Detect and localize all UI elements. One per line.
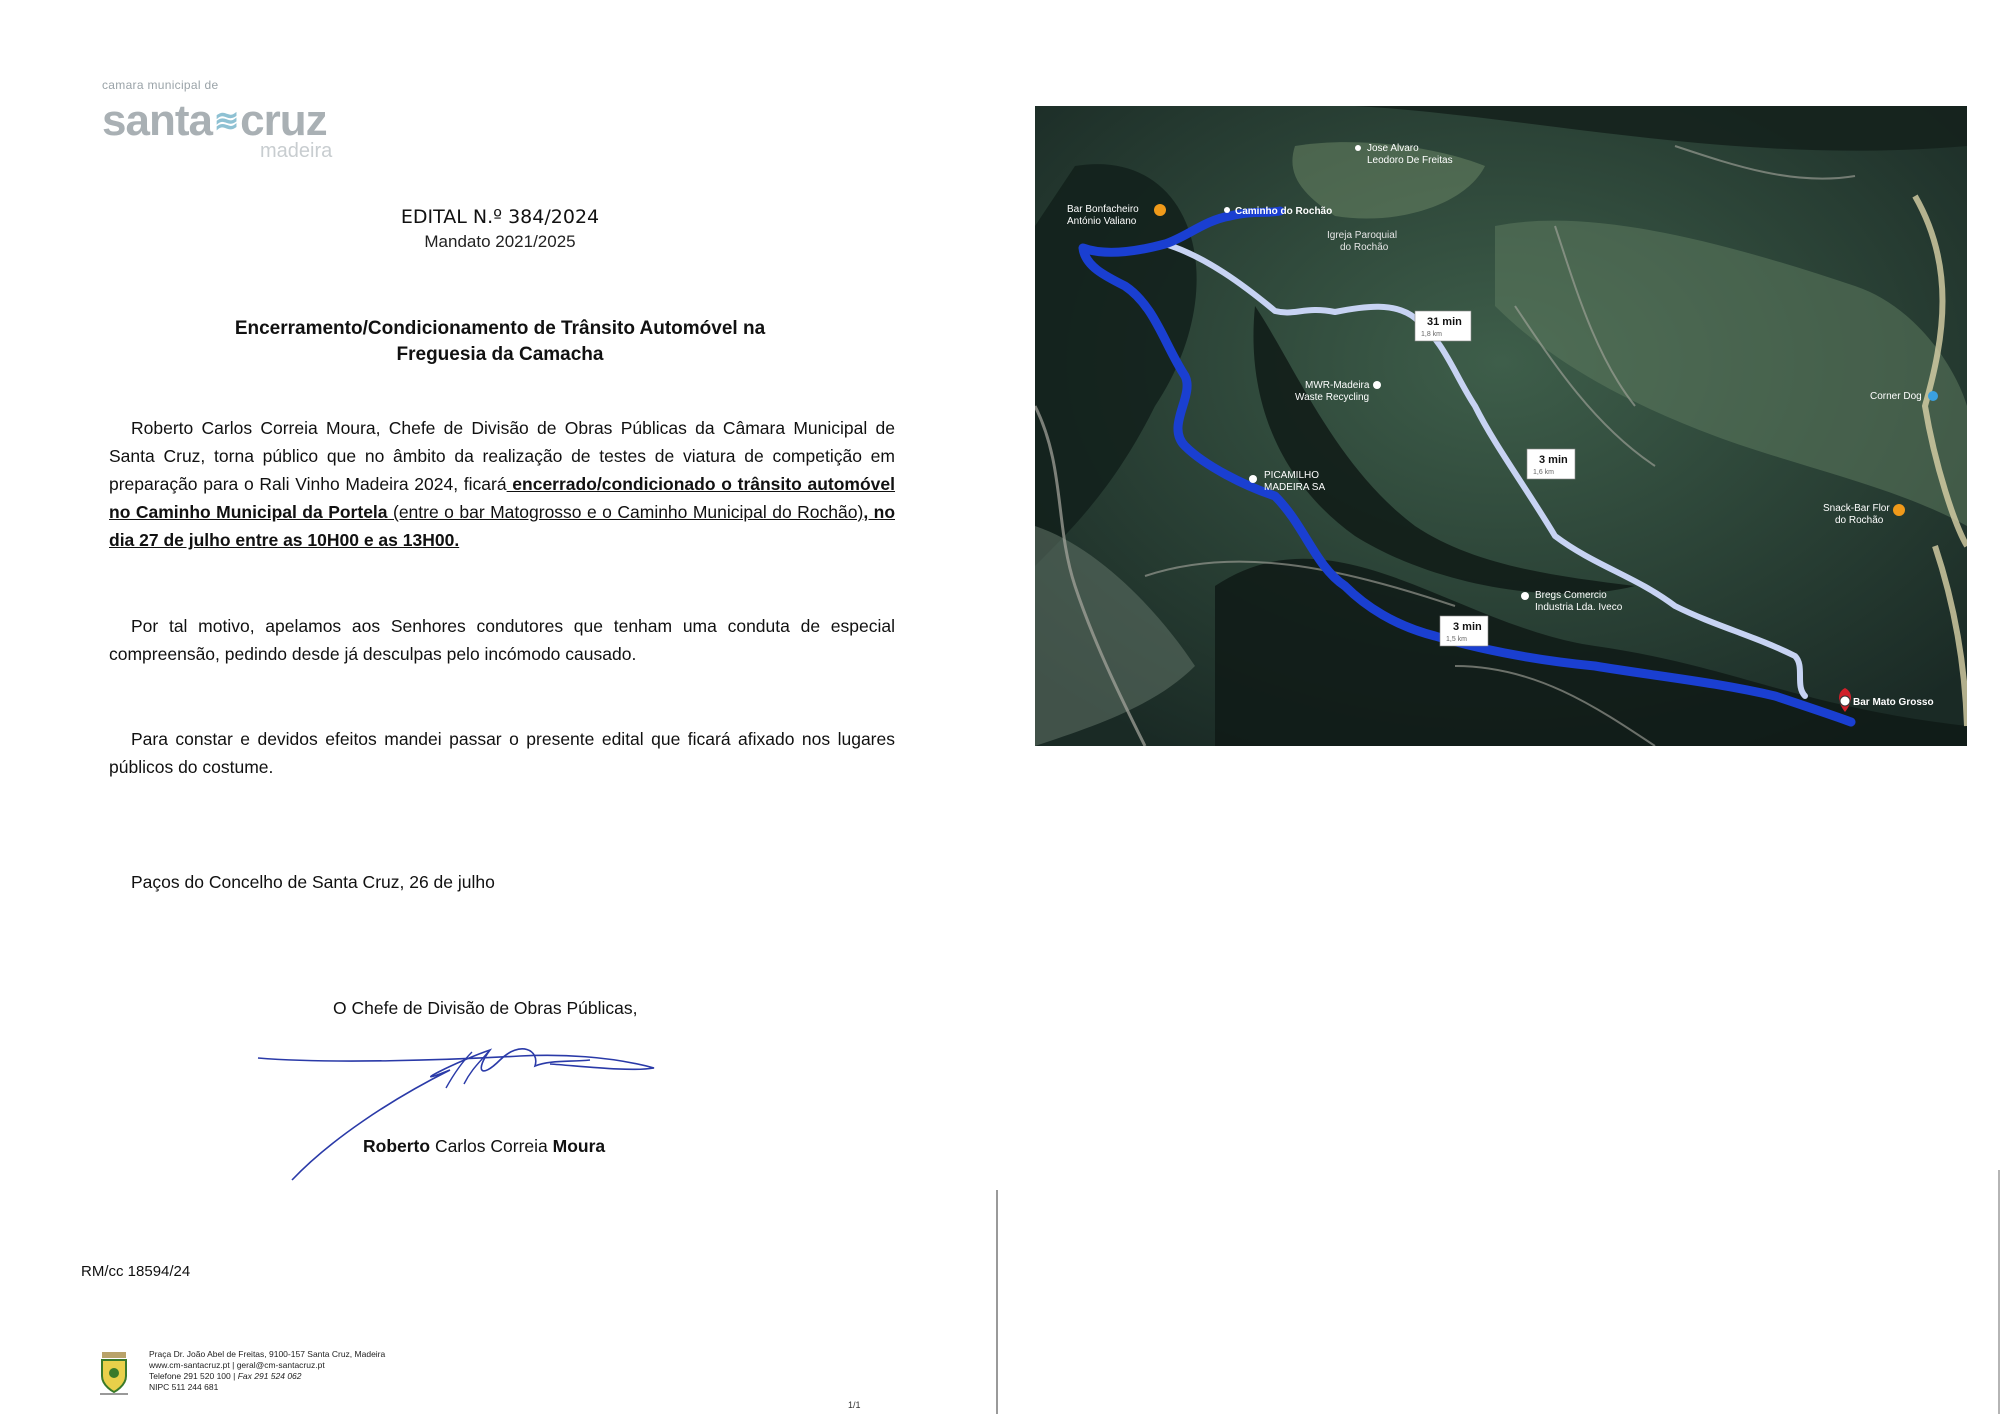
- document-reference: RM/cc 18594/24: [81, 1263, 191, 1280]
- p1-section: (entre o bar Matogrosso e o Caminho Municipal do Rochão): [387, 502, 864, 522]
- map-label-bar-bonfacheiro: Bar Bonfacheiro: [1067, 204, 1139, 215]
- p1-intro: Roberto Carlos Correia Moura, Chefe de Divisão de Obras Públicas da Câmara Municipal de Santa Cruz, torna público que no âmbito da realização de testes de viatura de competição em preparação para o Rali Vinho Madeira 2024, ficará: [109, 418, 895, 494]
- footer-nipc: NIPC 511 244 681: [149, 1382, 219, 1392]
- map-label-bregs: Bregs Comercio: [1535, 590, 1607, 601]
- map-label-corner-dog: Corner Dog: [1870, 391, 1922, 402]
- walking-route-distance: 1,8 km: [1421, 331, 1443, 338]
- signer-last-name: Moura: [552, 1136, 606, 1156]
- logo-name-left: santa: [102, 96, 212, 145]
- signer-middle-name: Carlos Correia: [430, 1136, 553, 1156]
- map-label-mwr: MWR-Madeira: [1305, 380, 1370, 391]
- edital-number: EDITAL N.º 384/2024: [400, 206, 600, 228]
- signer-first-name: Roberto: [363, 1136, 431, 1156]
- footer-phone: [149, 1371, 385, 1382]
- snack-bar-pin-icon: [1893, 504, 1905, 516]
- coat-of-arms-icon: [96, 1346, 132, 1398]
- bar-pin-icon: [1154, 204, 1166, 216]
- logo-region: madeira: [260, 140, 333, 162]
- logo-wordmark: [102, 96, 327, 146]
- footer-phone-number: Telefone 291 520 100 |: [149, 1371, 238, 1381]
- map-label-leodoro: Leodoro De Freitas: [1367, 155, 1453, 166]
- map-label-jose-alvaro: Jose Alvaro: [1367, 143, 1419, 154]
- map-label-caminho-rochao: Caminho do Rochão: [1235, 206, 1333, 217]
- p3-text: Para constar e devidos efeitos mandei passar o presente edital que ficará afixado nos lugares públicos do costume.: [109, 729, 895, 777]
- driving-route-2-time: 3 min: [1453, 621, 1482, 633]
- map-label-iveco: Industria Lda. Iveco: [1535, 602, 1623, 613]
- logo-caption: camara municipal de: [102, 78, 219, 92]
- title-line-1: Encerramento/Condicionamento de Trânsito Automóvel na: [234, 318, 766, 339]
- driving-route-badge-1: [1527, 449, 1575, 479]
- map-label-igreja: Igreja Paroquial: [1327, 230, 1398, 241]
- satellite-map-image: [1035, 106, 1967, 746]
- shop-pin-icon: [1928, 391, 1938, 401]
- footer-address: Praça Dr. João Abel de Freitas, 9100-157 Santa Cruz, Madeira: [149, 1349, 386, 1359]
- map-label-snack-bar: Snack-Bar Flor: [1823, 503, 1890, 514]
- driving-route-badge-2: [1440, 616, 1488, 646]
- map-label-igreja-rochao: do Rochão: [1340, 242, 1389, 253]
- map-label-madeira-sa: MADEIRA SA: [1264, 482, 1326, 493]
- wave-icon: ≋: [213, 105, 239, 138]
- p2-text: Por tal motivo, apelamos aos Senhores condutores que tenham uma conduta de especial compreensão, pedindo desde já desculpas pelo incómodo causado.: [109, 616, 895, 664]
- map-label-waste: Waste Recycling: [1295, 392, 1370, 403]
- walking-route-badge: [1415, 311, 1471, 341]
- driving-route-1-distance: 1,6 km: [1533, 469, 1555, 476]
- logo-name-right: cruz: [240, 96, 327, 145]
- footer-web-email: www.cm-santacruz.pt | geral@cm-santacruz.pt: [149, 1360, 325, 1370]
- page-divider: [996, 1190, 998, 1414]
- footer-contacts: [149, 1349, 385, 1393]
- posting-paragraph: [109, 725, 895, 781]
- p1-date-time: , no dia 27 de julho entre as 10H00 e as 13H00.: [109, 502, 896, 550]
- footer-fax: Fax 291 524 062: [237, 1371, 302, 1381]
- driving-route-2-distance: 1,5 km: [1446, 636, 1468, 643]
- announcement-paragraph: [109, 414, 895, 554]
- route-map: [1035, 106, 1967, 746]
- apology-paragraph: [109, 612, 895, 668]
- map-label-snack-bar-rochao: do Rochão: [1835, 515, 1884, 526]
- title-line-2: Freguesia da Camacha: [396, 344, 604, 365]
- handwritten-signature: [250, 1030, 670, 1190]
- map-label-picamilho: PICAMILHO: [1264, 470, 1320, 481]
- driving-route-1-time: 3 min: [1539, 454, 1568, 466]
- page-number: 1/1: [848, 1400, 861, 1410]
- municipality-logo: [102, 78, 362, 168]
- place-date: Paços do Concelho de Santa Cruz, 26 de julho: [131, 872, 495, 892]
- walking-route-time: 31 min: [1427, 316, 1462, 328]
- edital-mandate: Mandato 2021/2025: [424, 232, 576, 251]
- map-label-antonio-valiano: António Valiano: [1067, 216, 1137, 227]
- signer-name: [363, 1136, 605, 1157]
- map-label-bar-mato-grosso: Bar Mato Grosso: [1853, 697, 1934, 708]
- edital-page: [0, 0, 998, 1414]
- page-title: [160, 316, 840, 368]
- signatory-title: O Chefe de Divisão de Obras Públicas,: [333, 998, 638, 1018]
- p1-closure: encerrado/condicionado o trânsito automóvel no Caminho Municipal da Portela: [109, 474, 896, 522]
